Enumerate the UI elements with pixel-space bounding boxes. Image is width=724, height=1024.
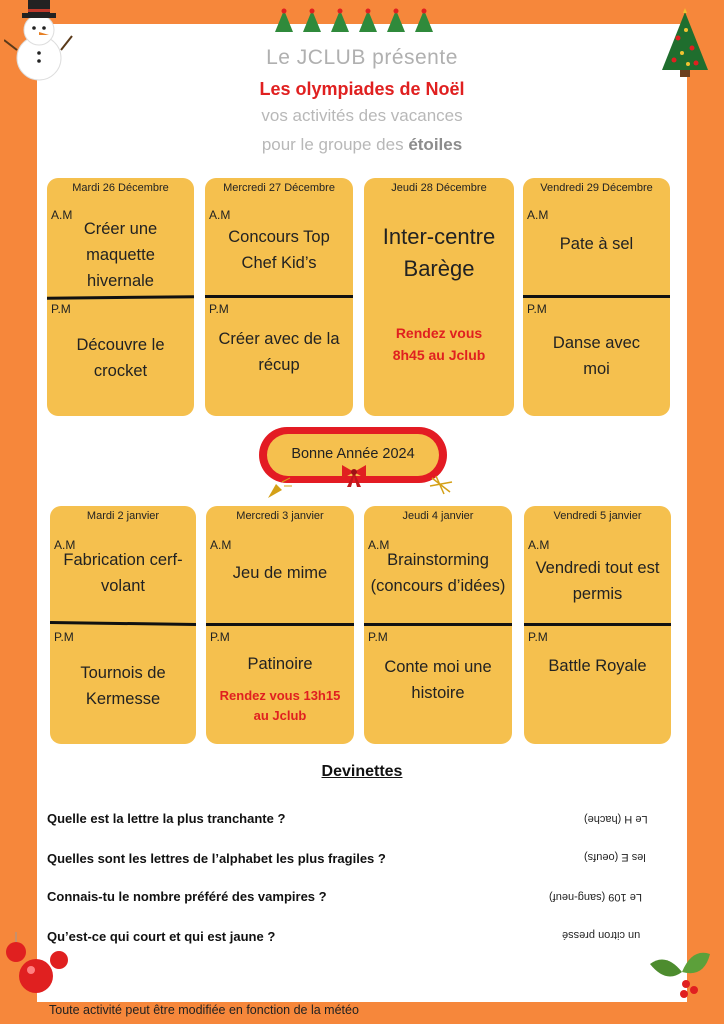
day-title: Mercredi 3 janvier xyxy=(236,510,324,522)
day-card-wed-27 xyxy=(205,178,353,416)
day-title: Jeudi 4 janvier xyxy=(402,510,474,522)
day-card-tue-2 xyxy=(50,506,196,744)
day-title: Mercredi 27 Décembre xyxy=(223,182,335,194)
pm-activity: Découvre le crocket xyxy=(76,336,165,380)
pm-activity: Patinoire xyxy=(247,655,313,673)
riddle-answer: les E (oeufs) xyxy=(584,851,646,863)
sparkle-icon xyxy=(428,474,454,496)
am-label: A.M xyxy=(210,538,232,552)
meeting-note: Rendez vous 8h45 au Jclub xyxy=(392,325,486,363)
day-title: Mardi 26 Décembre xyxy=(72,182,169,194)
divider xyxy=(206,623,354,626)
day-card-thu-28 xyxy=(364,178,514,416)
new-year-banner-text: Bonne Année 2024 xyxy=(267,434,439,476)
riddle-answer: un citron pressé xyxy=(562,929,641,941)
pm-activity: Danse avec moi xyxy=(552,334,641,378)
day-card-tue-26 xyxy=(47,178,194,416)
holly-icon xyxy=(648,944,714,1002)
pm-label: P.M xyxy=(368,630,388,644)
pm-label: P.M xyxy=(527,302,547,316)
am-label: A.M xyxy=(54,538,76,552)
am-label: A.M xyxy=(51,208,73,222)
riddle-answer: Le H (hache) xyxy=(584,813,648,825)
day-title: Vendredi 5 janvier xyxy=(553,510,642,522)
footer-note: Toute activité peut être modifiée en fonction de la météo xyxy=(49,1003,359,1017)
divider xyxy=(205,295,353,298)
day-card-wed-3 xyxy=(206,506,354,744)
header-title: Les olympiades de Noël xyxy=(259,79,465,99)
divider xyxy=(50,621,196,626)
full-day-activity: Inter-centre Barège xyxy=(382,224,496,281)
am-label: A.M xyxy=(527,208,549,222)
am-activity: Brainstorming (concours d’idées) xyxy=(370,551,506,595)
divider xyxy=(364,623,512,626)
riddles-title: Devinettes xyxy=(321,763,403,780)
pm-activity: Créer avec de la récup xyxy=(218,330,340,374)
pm-activity: Conte moi une histoire xyxy=(384,658,492,702)
day-card-fri-5 xyxy=(524,506,671,744)
pine-garland-icon xyxy=(272,8,442,36)
day-card-fri-29 xyxy=(523,178,670,416)
header-subtitle: vos activités des vacances xyxy=(261,106,463,125)
pm-label: P.M xyxy=(54,630,74,644)
pm-label: P.M xyxy=(210,630,230,644)
day-card-thu-4 xyxy=(364,506,512,744)
riddle-question: Qu’est-ce qui court et qui est jaune ? xyxy=(47,929,276,944)
pm-label: P.M xyxy=(528,630,548,644)
riddle-question: Quelle est la lettre la plus tranchante ? xyxy=(47,811,286,826)
am-label: A.M xyxy=(368,538,390,552)
header-group-name: étoiles xyxy=(408,135,463,154)
am-activity: Jeu de mime xyxy=(232,564,328,582)
riddle-question: Quelles sont les lettres de l’alphabet les plus fragiles ? xyxy=(47,851,386,866)
riddle-question: Connais-tu le nombre préféré des vampires ? xyxy=(47,889,327,904)
am-activity: Pate à sel xyxy=(559,235,634,253)
pm-activity: Tournois de Kermesse xyxy=(80,664,166,708)
riddle-answer: Le 109 (sang-neuf) xyxy=(549,891,642,903)
day-title: Mardi 2 janvier xyxy=(86,510,160,522)
day-title: Vendredi 29 Décembre xyxy=(540,182,653,194)
header-presenter: Le JCLUB présente xyxy=(266,46,458,69)
am-activity: Fabrication cerf-volant xyxy=(63,551,183,595)
day-title: Jeudi 28 Décembre xyxy=(391,182,487,194)
pm-label: P.M xyxy=(209,302,229,316)
pm-activity: Battle Royale xyxy=(548,657,647,675)
party-popper-icon xyxy=(264,476,294,500)
divider xyxy=(523,295,670,298)
header-group xyxy=(0,135,724,155)
am-label: A.M xyxy=(528,538,550,552)
am-label: A.M xyxy=(209,208,231,222)
divider xyxy=(47,295,194,300)
am-activity: Vendredi tout est permis xyxy=(535,559,660,603)
pm-label: P.M xyxy=(51,302,71,316)
divider xyxy=(524,623,671,626)
am-activity: Créer une maquette hivernale xyxy=(83,220,158,290)
am-activity: Concours Top Chef Kid’s xyxy=(228,228,330,272)
bow-icon xyxy=(339,464,369,488)
meeting-note: Rendez vous 13h15 au Jclub xyxy=(219,688,341,723)
header-group-prefix: pour le groupe des xyxy=(261,135,409,154)
